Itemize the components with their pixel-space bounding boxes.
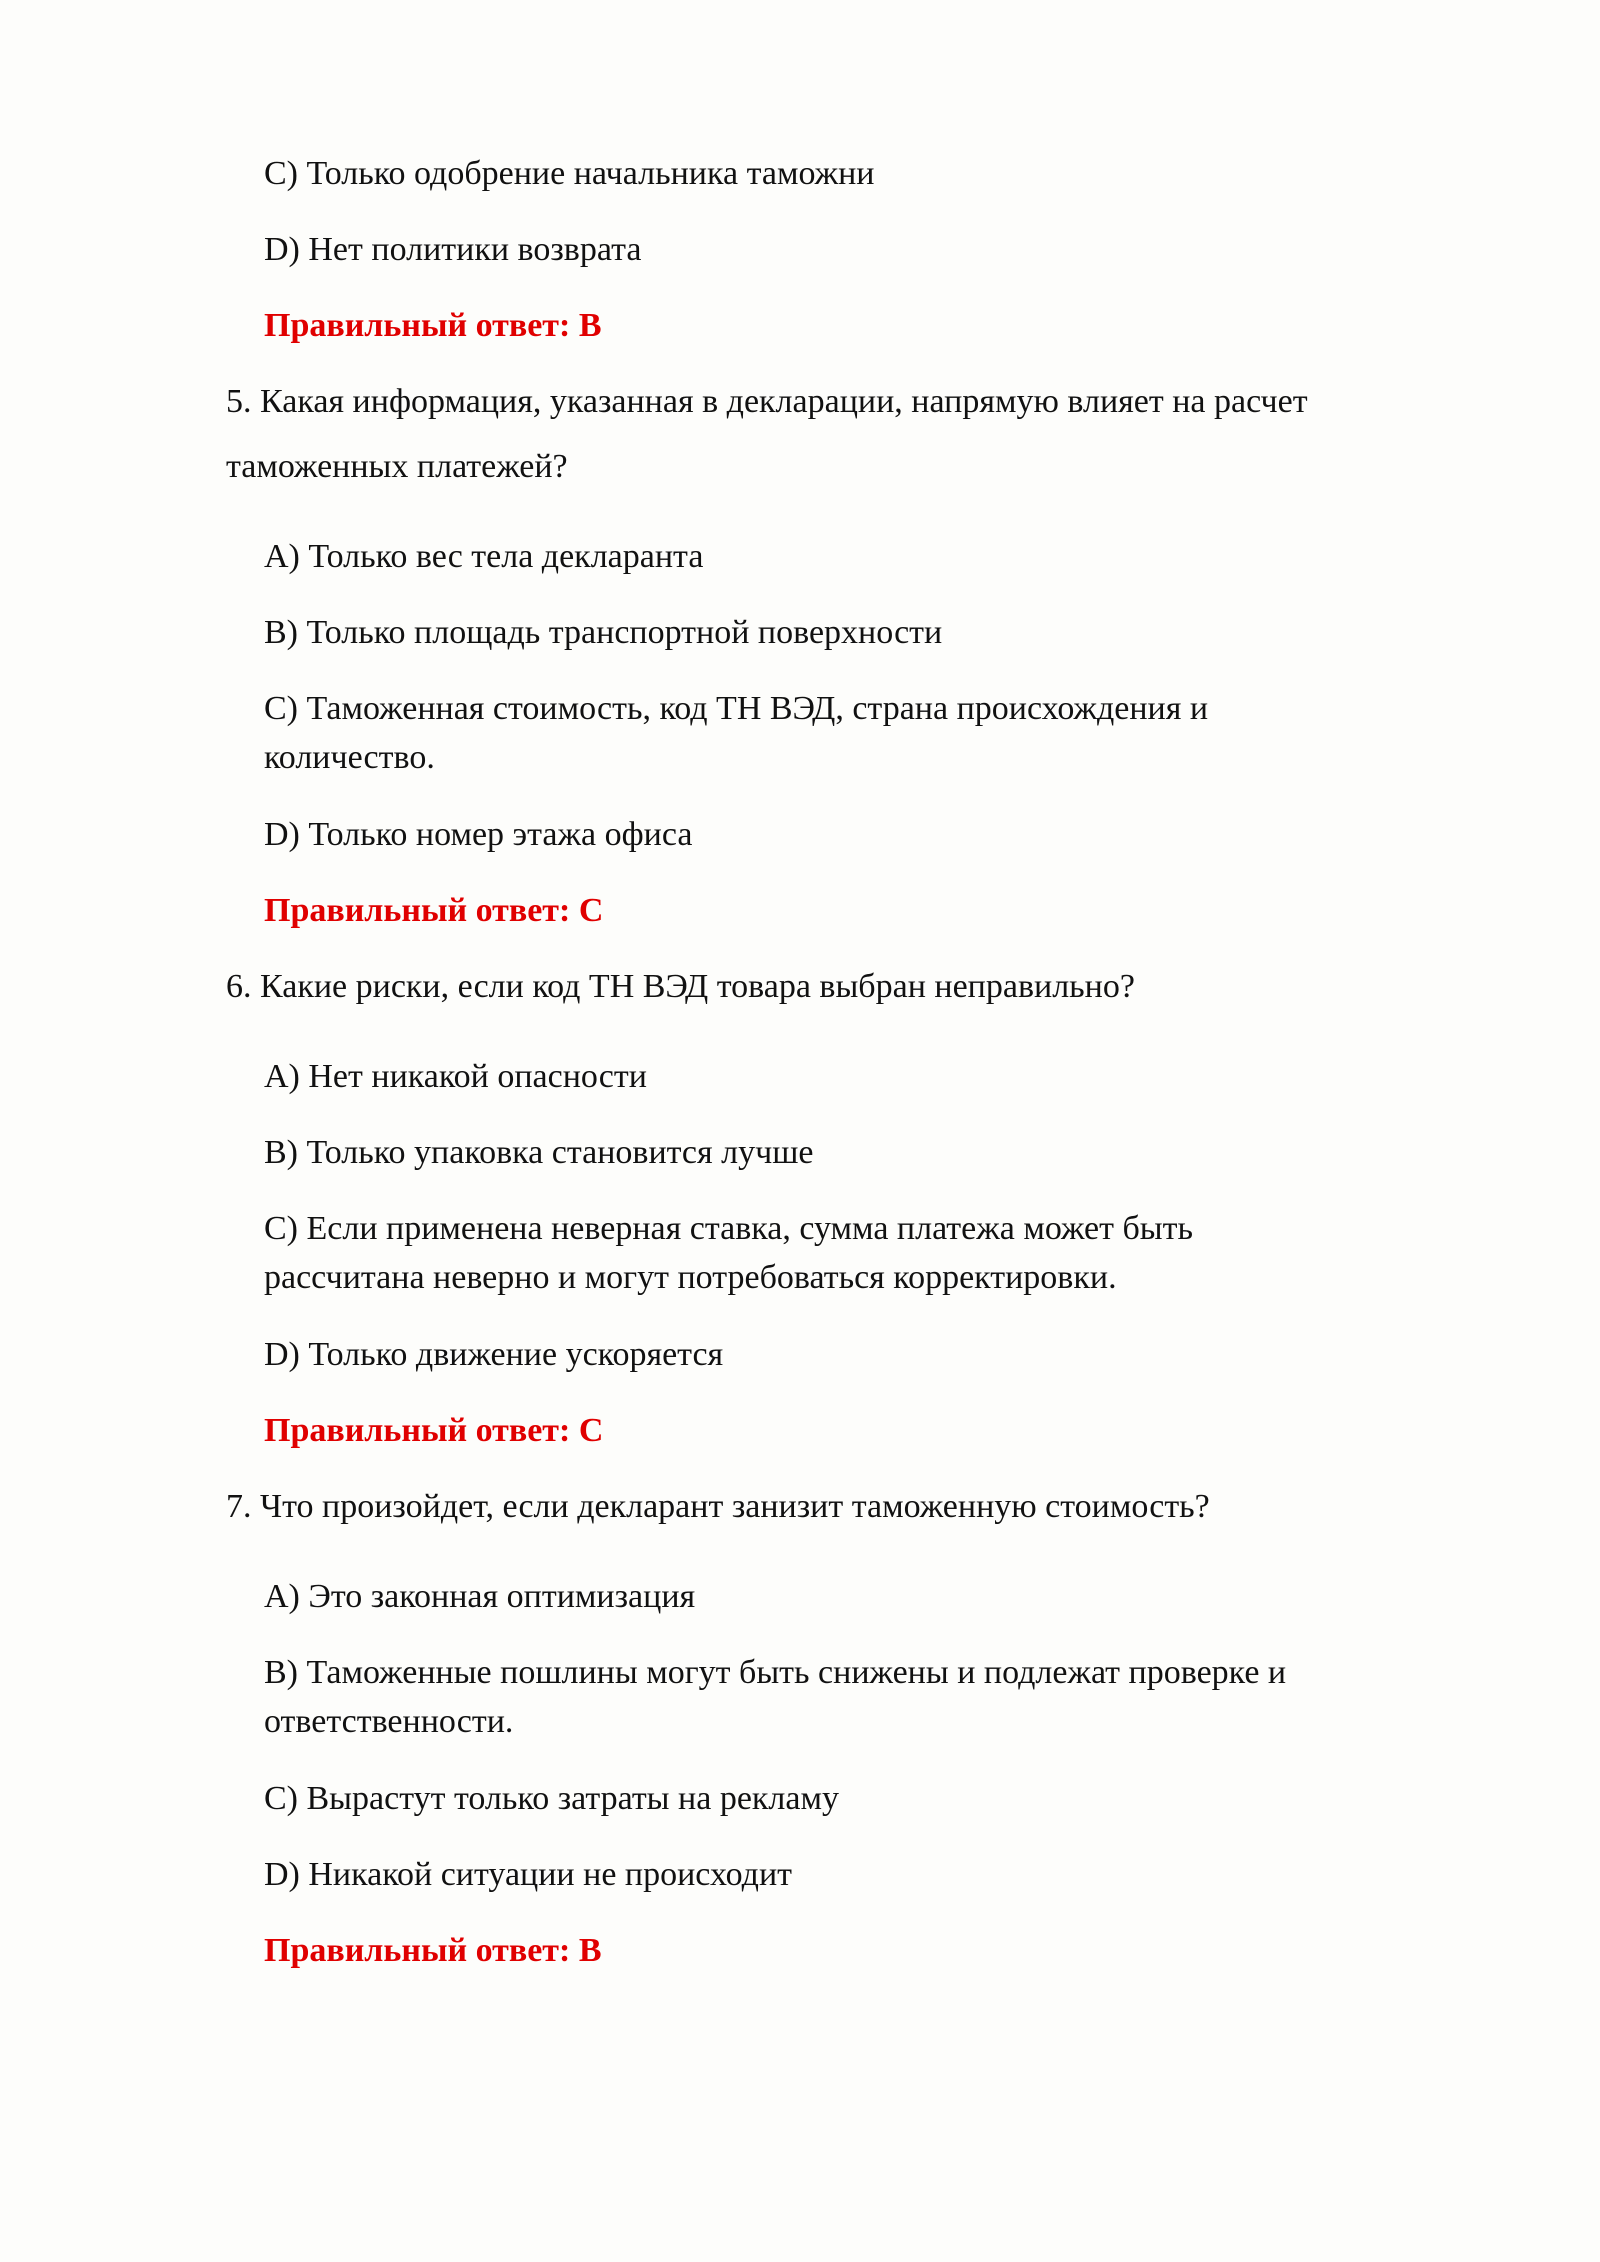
option-line-continued: ответственности. bbox=[264, 1703, 514, 1740]
option-line: C) Только одобрение начальника таможни bbox=[264, 155, 875, 192]
option-line: B) Таможенные пошлины могут быть снижены и подлежат проверке и bbox=[264, 1654, 1287, 1691]
option-line: D) Только номер этажа офиса bbox=[264, 816, 693, 853]
option-line: A) Нет никакой опасности bbox=[264, 1058, 647, 1095]
question-text: 5. Какая информация, указанная в декларации, напрямую влияет на расчет bbox=[226, 383, 1308, 420]
correct-answer: Правильный ответ: B bbox=[264, 307, 602, 344]
option-line: B) Только площадь транспортной поверхности bbox=[264, 614, 943, 651]
option-line-continued: рассчитана неверно и могут потребоваться корректировки. bbox=[264, 1259, 1117, 1296]
option-line: A) Только вес тела декларанта bbox=[264, 538, 704, 575]
question-text-continued: таможенных платежей? bbox=[226, 448, 568, 485]
correct-answer: Правильный ответ: C bbox=[264, 892, 604, 929]
option-line: D) Никакой ситуации не происходит bbox=[264, 1856, 793, 1893]
question-text: 6. Какие риски, если код ТН ВЭД товара выбран неправильно? bbox=[226, 968, 1135, 1005]
option-line: D) Только движение ускоряется bbox=[264, 1336, 724, 1373]
option-line: C) Таможенная стоимость, код ТН ВЭД, страна происхождения и bbox=[264, 690, 1209, 727]
option-line-continued: количество. bbox=[264, 739, 435, 776]
option-line: C) Вырастут только затраты на рекламу bbox=[264, 1780, 839, 1817]
correct-answer: Правильный ответ: B bbox=[264, 1932, 602, 1969]
question-text: 7. Что произойдет, если декларант занизит таможенную стоимость? bbox=[226, 1488, 1210, 1525]
correct-answer: Правильный ответ: C bbox=[264, 1412, 604, 1449]
option-line: B) Только упаковка становится лучше bbox=[264, 1134, 814, 1171]
option-line: C) Если применена неверная ставка, сумма платежа может быть bbox=[264, 1210, 1194, 1247]
option-line: D) Нет политики возврата bbox=[264, 231, 642, 268]
option-line: A) Это законная оптимизация bbox=[264, 1578, 696, 1615]
